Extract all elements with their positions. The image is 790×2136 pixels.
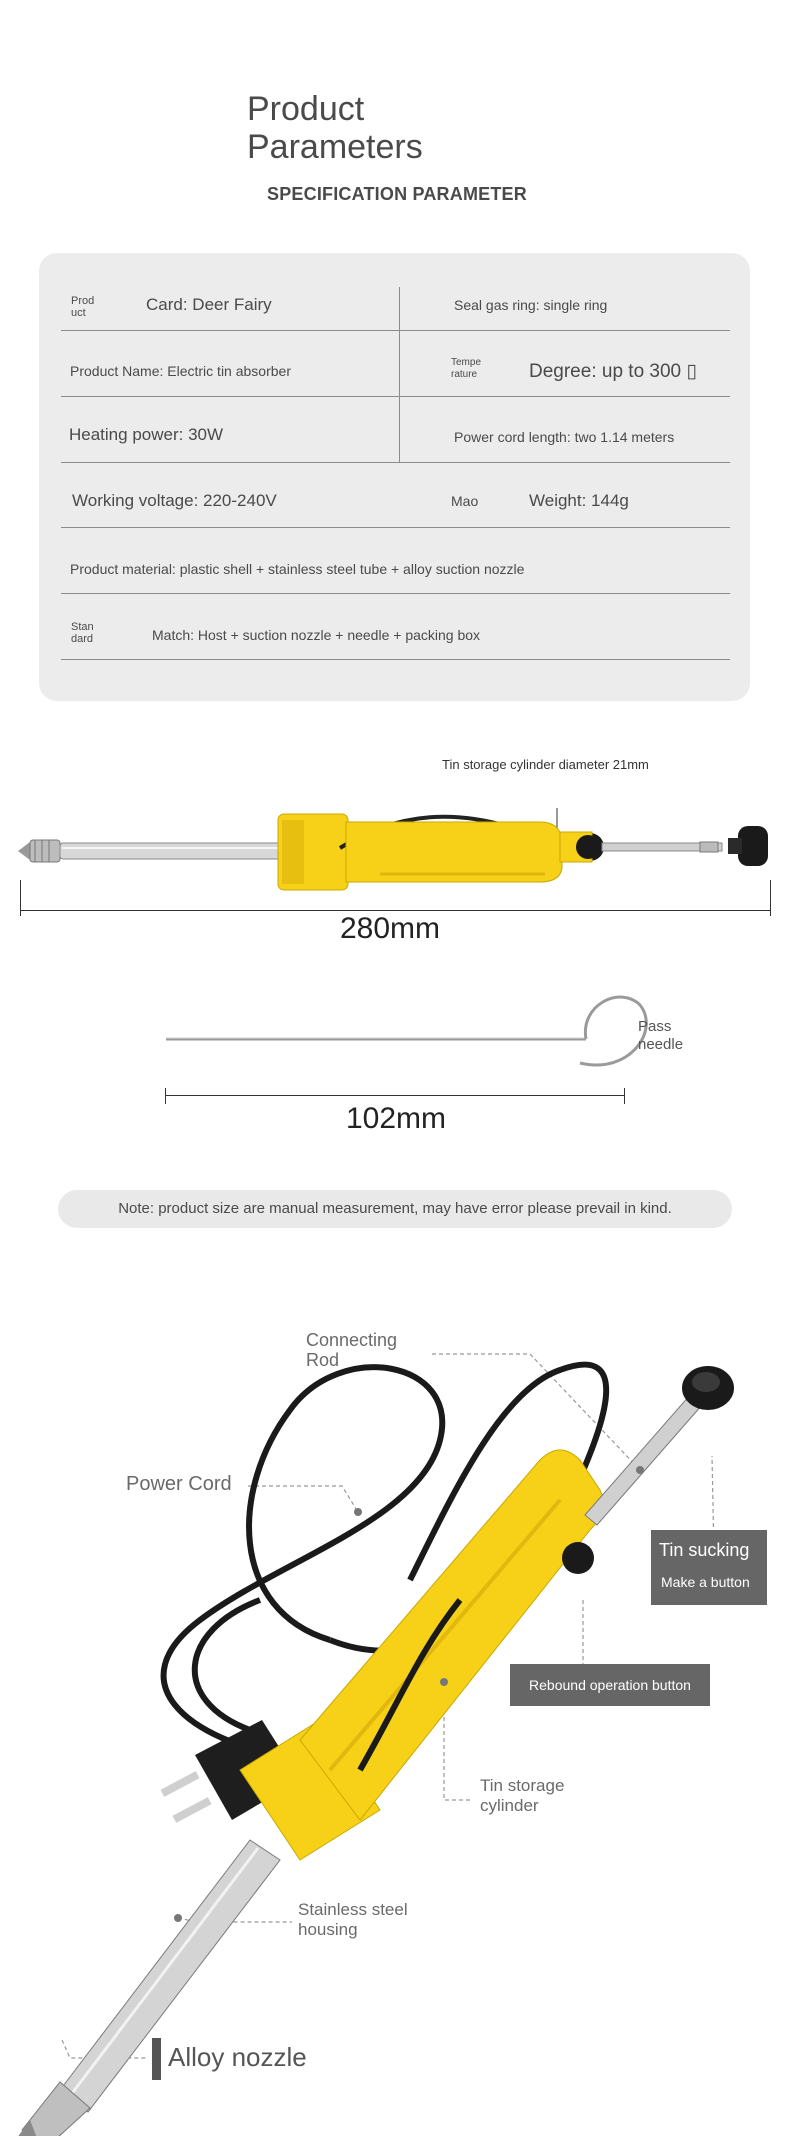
page-subtitle: SPECIFICATION PARAMETER [267, 184, 527, 204]
dim-tick-left [165, 1088, 166, 1104]
brand-value: Card: Deer Fairy [146, 295, 272, 314]
row-divider [61, 396, 730, 397]
row-divider [61, 330, 730, 331]
length-dimension-line [20, 910, 770, 911]
page-title: Product Parameters [247, 90, 423, 166]
tool-side-illustration [0, 770, 790, 900]
connecting-rod-label: Connecting Rod [306, 1330, 398, 1370]
row-divider [61, 659, 730, 660]
cylinder-diameter-label: Tin storage cylinder diameter 21mm [442, 757, 649, 772]
working-voltage: Working voltage: 220-240V [72, 491, 277, 510]
steel-housing-label: Stainless steel housing [298, 1900, 408, 1939]
row-divider [61, 462, 730, 463]
needle-dimension-line [165, 1095, 624, 1096]
total-length: 280mm [340, 912, 441, 945]
product-name: Product Name: Electric tin absorber [70, 363, 291, 379]
spec-card [39, 253, 750, 701]
needle-illustration [150, 985, 650, 1085]
tin-sucking-title: Tin sucking [659, 1540, 750, 1560]
rebound-button-label: Rebound operation button [510, 1664, 710, 1706]
needle-label: Pass needle [638, 1018, 684, 1053]
brand-tag: Prod uct [71, 295, 95, 319]
tin-sucking-box [651, 1530, 767, 1605]
weight-value: Weight: 144g [529, 491, 629, 510]
standard-value: Match: Host + suction nozzle + needle + packing box [152, 627, 481, 643]
needle-length: 102mm [346, 1102, 447, 1135]
cord-length: Power cord length: two 1.14 meters [454, 429, 675, 445]
standard-tag: Stan dard [71, 621, 94, 645]
tin-cylinder-label: Tin storage cylinder [480, 1776, 565, 1815]
tool-labeled-illustration [0, 1300, 790, 2136]
dim-tick-right [624, 1088, 625, 1104]
column-divider [399, 287, 400, 463]
product-material: Product material: plastic shell + stainless steel tube + alloy suction nozzle [70, 561, 525, 577]
tin-sucking-subtitle: Make a button [661, 1574, 750, 1590]
weight-tag: Mao [451, 493, 479, 509]
power-cord-label: Power Cord [126, 1473, 232, 1495]
temperature-tag: Tempe rature [451, 357, 482, 380]
measurement-note: Note: product size are manual measurement, may have error please prevail in kind. [58, 1190, 732, 1228]
dim-tick-right [770, 880, 771, 916]
row-divider [61, 593, 730, 594]
heating-power: Heating power: 30W [69, 425, 224, 444]
temperature-value: Degree: up to 300 ▯ [529, 361, 697, 382]
seal-ring: Seal gas ring: single ring [454, 297, 608, 313]
row-divider [61, 527, 730, 528]
alloy-nozzle-label: Alloy nozzle [168, 2042, 307, 2072]
